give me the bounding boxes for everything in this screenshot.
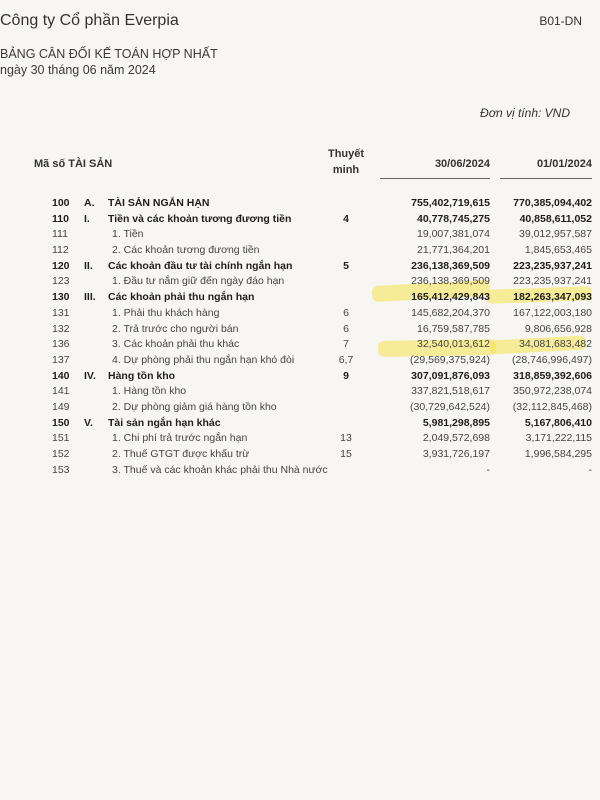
row-note: 6,7 [338,353,354,366]
header-rule-col2 [500,178,592,179]
table-row [0,196,600,212]
row-value-period-start: 223,235,937,241 [513,259,592,272]
row-value-period-start: 5,167,806,410 [524,416,592,429]
row-value-period-end: (30,729,642,524) [410,400,490,413]
row-value-period-end: 19,007,381,074 [417,228,490,241]
row-value-period-end: 3,931,726,197 [422,448,490,460]
row-code: 132 [52,322,70,335]
table-row [0,416,600,432]
row-code: 112 [52,244,69,257]
row-section-numeral: A. [84,197,95,209]
table-row [0,306,600,322]
row-note: 5 [343,259,349,272]
row-value-period-start: 167,122,003,180 [513,306,592,319]
table-row [0,259,600,275]
row-code: 137 [52,353,70,366]
row-code: 123 [52,275,70,288]
row-section-numeral: V. [84,416,93,429]
row-code: 140 [52,369,70,382]
row-code: 100 [52,197,70,209]
row-note: 15 [340,448,352,460]
row-value-period-start: 40,858,611,052 [519,212,592,225]
row-note: 9 [343,369,349,382]
column-header-code-assets: Mã số TÀI SẢN [34,158,113,170]
row-code: 120 [52,259,70,272]
row-item-name: 2. Trả trước cho người bán [112,322,239,335]
row-item-name: 3. Thuế và các khoản khác phải thu Nhà nước [112,463,328,476]
row-item-name: 1. Tiền [112,228,144,241]
company-name: Công ty Cổ phần Everpia [0,12,179,29]
row-item-name: Hàng tồn kho [108,369,176,382]
row-value-period-end: 21,771,364,201 [417,244,490,257]
row-code: 141 [52,385,70,398]
row-value-period-start: 318,859,392,606 [513,369,592,382]
balance-sheet-rows [0,196,600,478]
row-value-period-end: 236,138,369,509 [411,275,490,288]
currency-unit: Đơn vị tính: VND [480,106,570,120]
table-row [0,463,600,479]
row-value-period-start: 182,263,347,093 [513,291,592,304]
table-row [0,369,600,385]
row-value-period-start: 1,996,584,295 [524,448,592,460]
row-code: 131 [52,306,70,319]
table-row [0,243,600,259]
row-value-period-end: 165,412,429,843 [411,291,490,304]
row-item-name: 2. Dự phòng giảm giá hàng tồn kho [112,400,277,413]
row-value-period-end: 755,402,719,615 [411,197,490,209]
table-row [0,400,600,416]
row-value-period-end: 2,049,572,698 [422,432,490,445]
form-code: B01-DN [539,14,582,28]
row-code: 149 [52,400,70,413]
row-value-period-end: 16,759,587,785 [417,322,490,335]
row-code: 111 [52,228,68,241]
table-row [0,227,600,243]
table-row [0,212,600,228]
row-code: 110 [52,212,69,225]
row-item-name: Các khoản đầu tư tài chính ngắn hạn [108,259,293,272]
row-code: 150 [52,416,70,429]
table-row [0,447,600,463]
row-note: 6 [343,322,349,335]
row-item-name: 1. Hàng tồn kho [112,385,187,398]
row-item-name: 1. Chi phí trả trước ngắn hạn [112,432,248,445]
table-row [0,337,600,353]
row-value-period-start: 1,845,653,465 [524,244,592,257]
table-row [0,353,600,369]
table-row [0,290,600,306]
row-value-period-end: 40,778,745,275 [417,212,490,225]
table-row [0,384,600,400]
row-item-name: Tài sản ngắn hạn khác [108,416,221,429]
row-value-period-end: (29,569,375,924) [410,353,490,366]
row-value-period-end: 5,981,298,895 [422,416,490,429]
row-value-period-end: 236,138,369,509 [411,259,490,272]
row-value-period-start: 770,385,094,402 [513,197,592,209]
table-row [0,274,600,290]
column-header-period-end: 30/06/2024 [434,158,490,170]
row-value-period-start: 34,081,683,482 [519,338,592,351]
row-note: 4 [343,212,349,225]
row-code: 151 [52,432,70,445]
row-section-numeral: IV. [84,369,96,382]
header-rule-col1 [380,178,490,179]
row-code: 153 [52,463,70,476]
table-row [0,431,600,447]
row-item-name: 1. Phải thu khách hàng [112,306,220,319]
row-code: 130 [52,291,70,304]
row-value-period-end: - [486,463,490,476]
row-value-period-end: 145,682,204,370 [411,306,490,319]
row-value-period-start: - [588,463,592,476]
row-section-numeral: II. [84,259,93,272]
row-item-name: 2. Các khoản tương đương tiền [112,244,260,257]
row-value-period-end: 307,091,876,093 [411,369,490,382]
row-value-period-start: 3,171,222,115 [525,432,592,445]
row-code: 152 [52,448,70,460]
row-value-period-end: 32,540,013,612 [417,338,490,351]
report-date: ngày 30 tháng 06 năm 2024 [0,63,156,77]
row-note: 6 [343,306,349,319]
column-header-note: Thuyết minh [327,148,365,176]
row-item-name: 1. Đầu tư nắm giữ đến ngày đáo hạn [112,275,285,288]
row-item-name: Tiền và các khoản tương đương tiền [108,212,292,225]
row-item-name: Các khoản phải thu ngắn hạn [108,291,255,304]
table-row [0,322,600,338]
row-section-numeral: III. [84,291,96,304]
row-value-period-start: 223,235,937,241 [513,275,592,288]
row-value-period-start: 9,806,656,928 [524,322,592,335]
row-value-period-start: (32,112,845,468) [512,400,592,413]
row-value-period-end: 337,821,518,617 [411,385,490,398]
row-item-name: TÀI SẢN NGẮN HẠN [108,197,210,209]
report-title: BẢNG CÂN ĐỐI KẾ TOÁN HỢP NHẤT [0,47,218,61]
row-item-name: 4. Dự phòng phải thu ngắn hạn khó đòi [112,353,295,366]
row-item-name: 3. Các khoản phải thu khác [112,338,240,351]
row-note: 13 [340,432,352,445]
row-item-name: 2. Thuế GTGT được khấu trừ [112,448,250,460]
row-note: 7 [343,338,349,351]
row-code: 136 [52,338,70,351]
row-value-period-start: 39,012,957,587 [519,228,592,241]
row-value-period-start: (28,746,996,497) [512,353,592,366]
column-header-period-start: 01/01/2024 [536,158,592,170]
row-section-numeral: I. [84,212,90,225]
row-value-period-start: 350,972,238,074 [513,385,592,398]
